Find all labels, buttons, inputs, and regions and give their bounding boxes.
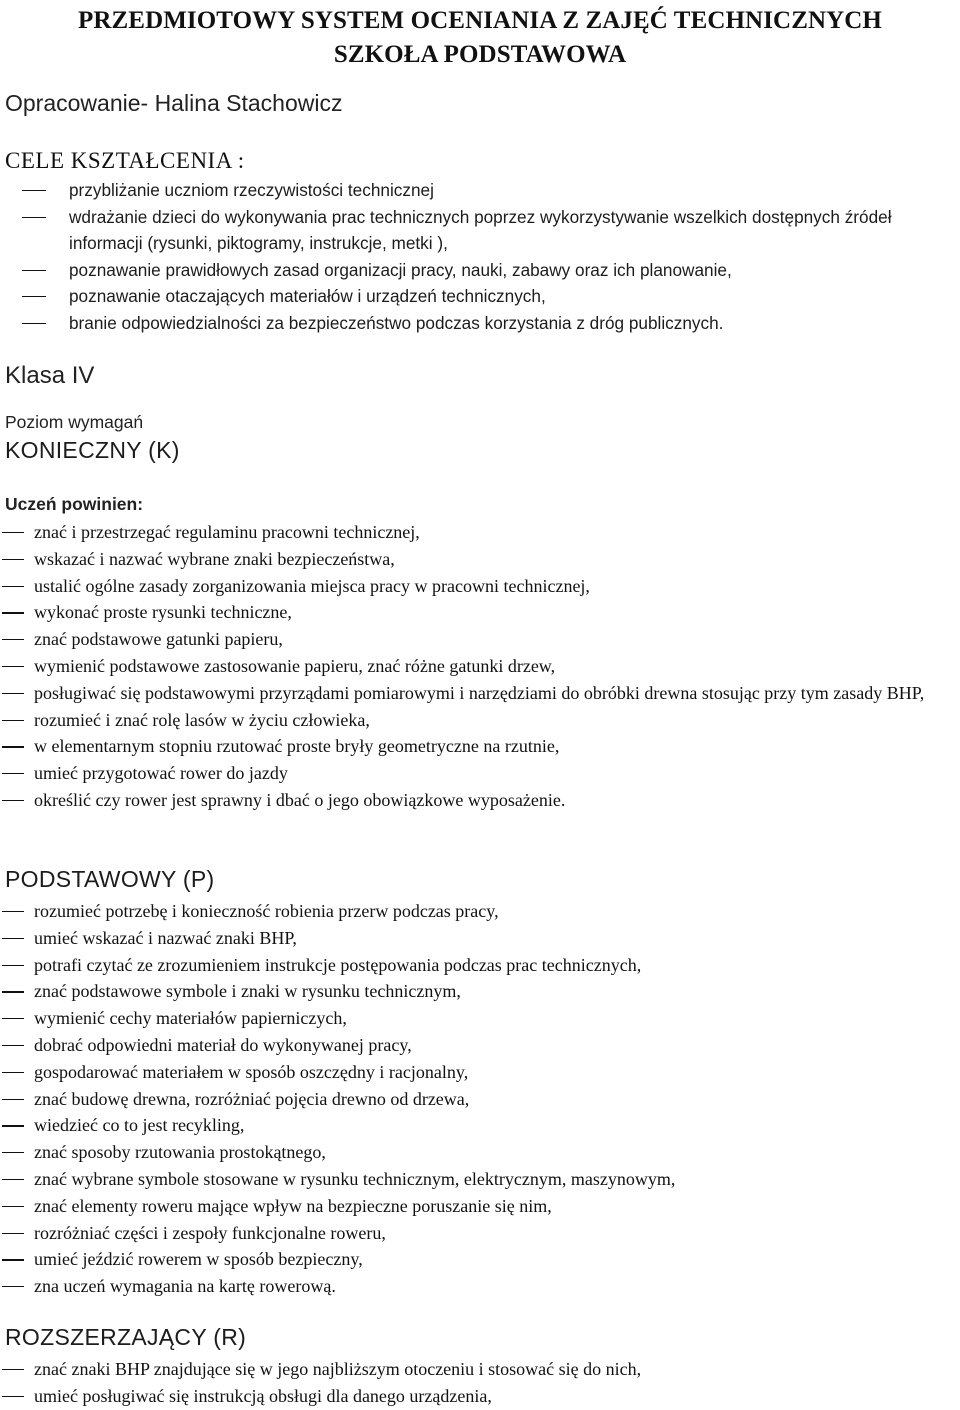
document-title: [0, 0, 960, 72]
list-item: wdrażanie dzieci do wykonywania prac technicznych poprzez wykorzystywanie wszelkich dostępnych źródeł informacji (rysunki, piktogramy, instrukcje, metki ),: [0, 204, 920, 257]
list-item: znać znaki BHP znajdujące się w jego najbliższym otoczeniu i stosować się do nich,: [0, 1356, 950, 1383]
list-item: znać elementy roweru mające wpływ na bezpieczne poruszanie się nim,: [0, 1193, 950, 1220]
goals-heading: CELE KSZTAŁCENIA :: [5, 148, 245, 173]
list-item: wymienić cechy materiałów papierniczych,: [0, 1005, 950, 1032]
list-item: znać podstawowe symbole i znaki w rysunku technicznym,: [0, 978, 950, 1005]
list-item: wiedzieć co to jest recykling,: [0, 1112, 950, 1139]
list-item: znać i przestrzegać regulaminu pracowni technicznej,: [0, 519, 950, 546]
list-item: gospodarować materiałem w sposób oszczędny i racjonalny,: [0, 1059, 950, 1086]
list-item: rozróżniać części i zespoły funkcjonalne roweru,: [0, 1220, 950, 1247]
list-item: wskazać i nazwać wybrane znaki bezpieczeństwa,: [0, 546, 950, 573]
level-heading-p: PODSTAWOWY (P): [5, 866, 215, 892]
list-item: umieć wskazać i nazwać znaki BHP,: [0, 925, 950, 952]
list-item: znać sposoby rzutowania prostokątnego,: [0, 1139, 950, 1166]
requirements-list-k: [0, 519, 950, 814]
list-item: znać budowę drewna, rozróżniać pojęcia drewno od drzewa,: [0, 1086, 950, 1113]
list-item: znać podstawowe gatunki papieru,: [0, 626, 950, 653]
list-item: ustalić ogólne zasady zorganizowania miejsca pracy w pracowni technicznej,: [0, 573, 950, 600]
title-line-2: SZKOŁA PODSTAWOWA: [333, 41, 627, 68]
list-item: rozumieć i znać rolę lasów w życiu człowieka,: [0, 707, 950, 734]
list-item: branie odpowiedzialności za bezpieczeństwo podczas korzystania z dróg publicznych.: [0, 310, 920, 337]
list-item: w elementarnym stopniu rzutować proste bryły geometryczne na rzutnie,: [0, 733, 950, 760]
list-item: poznawanie otaczających materiałów i urządzeń technicznych,: [0, 283, 920, 310]
list-item: znać wybrane symbole stosowane w rysunku technicznym, elektrycznym, maszynowym,: [0, 1166, 950, 1193]
level-heading-r: ROZSZERZAJĄCY (R): [5, 1324, 247, 1350]
requirements-list-p: [0, 898, 950, 1300]
list-item: wykonać proste rysunki techniczne,: [0, 599, 950, 626]
list-item: poznawanie prawidłowych zasad organizacji pracy, nauki, zabawy oraz ich planowanie,: [0, 257, 920, 284]
list-item: umieć jeździć rowerem w sposób bezpieczny,: [0, 1246, 950, 1273]
list-item: rozumieć potrzebę i konieczność robienia przerw podczas pracy,: [0, 898, 950, 925]
list-item: dobrać odpowiedni materiał do wykonywanej pracy,: [0, 1032, 950, 1059]
list-item: umieć przygotować rower do jazdy: [0, 760, 950, 787]
list-item: posługiwać się podstawowymi przyrządami pomiarowymi i narzędziami do obróbki drewna stosując przy tym zasady BHP,: [0, 680, 950, 707]
title-line-1: PRZEDMIOTOWY SYSTEM OCENIANIA Z ZAJĘĆ TECHNICZNYCH: [78, 7, 882, 34]
goals-list: [0, 177, 920, 336]
list-item: wymienić podstawowe zastosowanie papieru, znać różne gatunki drzew,: [0, 653, 950, 680]
list-item: określić czy rower jest sprawny i dbać o jego obowiązkowe wyposażenie.: [0, 787, 950, 814]
requirements-list-r: [0, 1356, 950, 1410]
requirements-label: Poziom wymagań: [5, 412, 144, 432]
class-heading: Klasa IV: [5, 362, 95, 389]
list-item: potrafi czytać ze zrozumieniem instrukcje postępowania podczas prac technicznych,: [0, 952, 950, 979]
author-line: Opracowanie- Halina Stachowicz: [5, 90, 343, 116]
list-item: zna uczeń wymagania na kartę rowerową.: [0, 1273, 950, 1300]
student-should-label: Uczeń powinien:: [5, 494, 144, 514]
list-item: umieć posługiwać się instrukcją obsługi dla danego urządzenia,: [0, 1383, 950, 1410]
level-heading-k: KONIECZNY (K): [5, 437, 180, 463]
list-item: przybliżanie uczniom rzeczywistości technicznej: [0, 177, 920, 204]
